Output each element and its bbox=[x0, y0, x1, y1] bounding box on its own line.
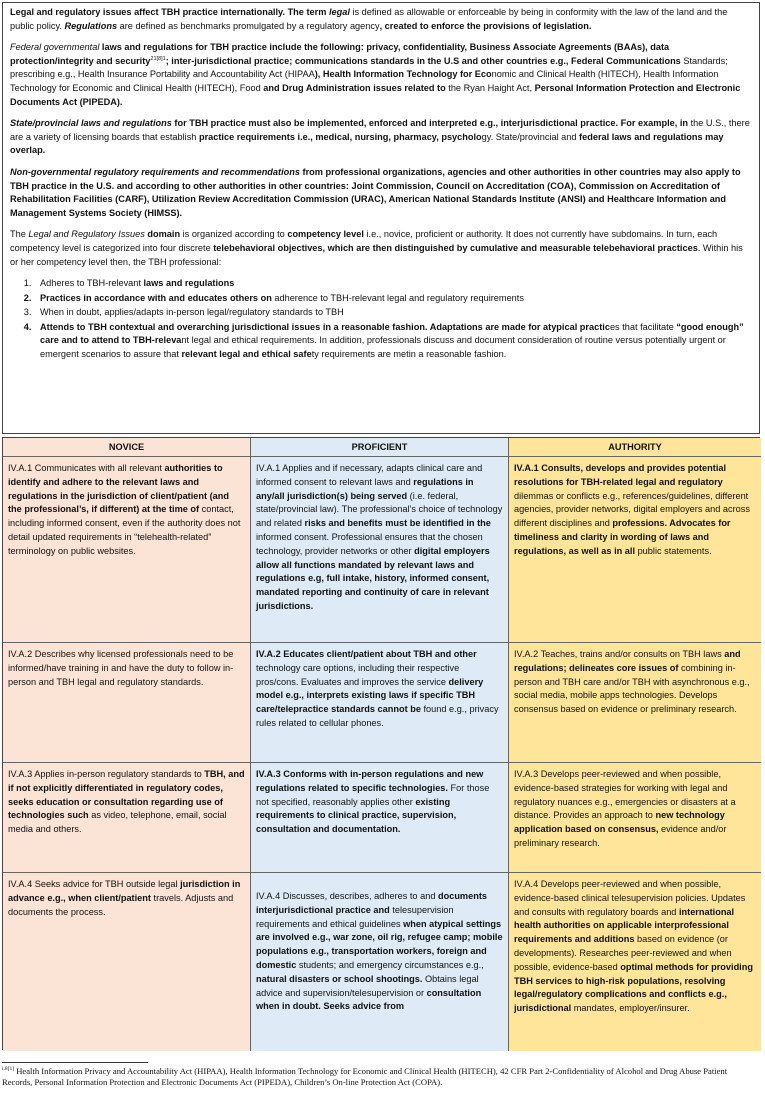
intro-paragraph-5: The Legal and Regulatory Issues domain is organized according to competency level i.e., novice, proficient or authority. It does not currently have subdomains. In turn, each competency level is categorized into four discrete telebehavioral objectives, which are then distinguished by cumulative and measurable telebehavioral practices. Within his or her competency level then, the TBH professional: bbox=[10, 229, 743, 267]
header-authority: AUTHORITY bbox=[509, 438, 761, 457]
intro-paragraph-3: State/provincial laws and regulations for TBH practice must also be implemented, enforced and interpreted e.g., interjurisdictional practice. For example, in the U.S., there are a variety of licensing boards that establish practice requirements i.e., medical, nursing, pharmacy, psychology. State/provincial and federal laws and regulations may overlap. bbox=[10, 118, 750, 156]
list-item: 2. Practices in accordance with and educates others on adherence to TBH-relevant legal and regulatory requirements bbox=[34, 292, 753, 306]
cell-proficient-4: IV.A.4 Discusses, describes, adheres to and documents interjurisdictional practice and telesupervision requirements and ethical guidelines when atypical settings are involved e.g., war zone, oil rig, refugee camp; mobile populations e.g., transportation workers, foreign and domestic students; and emergency circumstances e.g., natural disasters or school shootings. Obtains legal advice and supervision/telesupervision or consultation when in doubt. Seeks advice from bbox=[251, 873, 509, 1051]
cell-novice-4: IV.A.4 Seeks advice for TBH outside legal jurisdiction in advance e.g., when client/patient travels. Adjusts and documents the process. bbox=[3, 873, 251, 1051]
list-item: 1. Adheres to TBH-relevant laws and regulations bbox=[34, 277, 753, 291]
header-proficient: PROFICIENT bbox=[251, 438, 509, 457]
list-item: 4. Attends to TBH contextual and overarching jurisdictional issues in a reasonable fashion. Adaptations are made for atypical practices that facilitate “good enough” care and to attend to TBH-relevant legal and ethical requirements. In addition, professionals discuss and document consideration of routine versus potentially urgent or emergent scenarios to assure that relevant legal and ethical safety requirements are metin a reasonable fashion. bbox=[34, 321, 753, 362]
footnote: $^{i.8[1]}$ Health Information Privacy and Accountability Act (HIPAA), Health Information Technology for Economic and Clinical Health (HITECH), 42 CFR Part 2-Confidentiality of Alcohol and Drug Abuse Patient Records, Personal Information Protection and Electronic Documents Act (PIPEDA), Children’s On-line Protection Act (COPA). bbox=[2, 1066, 728, 1087]
intro-paragraph-1: Legal and regulatory issues affect TBH practice internationally. The term legal is defined as allowable or enforceable by being in conformity with the law of the land and the public policy. Regulations are defined as benchmarks promulgated by a regulatory agency, created to enforce the provisions of legislation. bbox=[10, 7, 728, 31]
cell-proficient-1: IV.A.1 Applies and if necessary, adapts clinical care and informed consent to relevant laws and regulations in any/all jurisdiction(s) being served (i.e. federal, state/provincial law). The professional’s choice of technology and related risks and benefits must be identified in the informed consent. Professional ensures that the chosen technology, provider networks or other digital employers allow all functions mandated by relevant laws and regulations e.g, full intake, history, informed consent, mandated reporting and continuity of care in relevant jurisdictions. bbox=[251, 457, 509, 643]
cell-novice-2: IV.A.2 Describes why licensed professionals need to be informed/have training in and have the duty to follow in-person and TBH legal and regulatory standards. bbox=[3, 643, 251, 763]
intro-paragraph-2: Federal governmental laws and regulations for TBH practice include the following: privacy, confidentiality, Business Associate Agreements (BAAs), data protection/integrity and security$^{21[8]1}$; inter-jurisdictional practice; communications standards in the U.S and other countries e.g., Federal Communications Standards; prescribing e.g., Health Insurance Portability and Accountability Act (HIPAA), Health Information Technology for Economic and Clinical Health (HITECH), Health Information Technology for Economic and Clinical Health (HITECH), Food and Drug Administration issues related to the Ryan Haight Act, Personal Information Protection and Electronic Documents Act (PIPEDA). bbox=[10, 42, 741, 107]
cell-proficient-3: IV.A.3 Conforms with in-person regulations and new regulations related to specific technologies. For those not specified, reasonably applies other existing requirements to clinical practice, supervision, consultation and documentation. bbox=[251, 763, 509, 873]
cell-authority-2: IV.A.2 Teaches, trains and/or consults on TBH laws and regulations; delineates core issues of combining in-person and TBH care and/or TBH with asynchronous e.g., social media, mobile apps technologies. Develops consensus based on evidence or preliminary research. bbox=[509, 643, 761, 763]
competency-table bbox=[2, 437, 760, 1050]
cell-novice-3: IV.A.3 Applies in-person regulatory standards to TBH, and if not explicitly differentiated in regulatory codes, seeks education or consultation regarding use of technologies such as video, telephone, email, social media and others. bbox=[3, 763, 251, 873]
footnote-marker: i.8[1] bbox=[2, 1066, 15, 1073]
footnote-reference[interactable]: 21[8]1 bbox=[150, 55, 166, 62]
cell-authority-1: IV.A.1 Consults, develops and provides potential resolutions for TBH-related legal and regulatory dilemmas or conflicts e.g., references/guidelines, different agencies, provider networks, digital employers and across different disciplines and professions. Advocates for timeliness and clarity in wording of laws and regulations, as well as in all public statements. bbox=[509, 457, 761, 643]
objectives-list bbox=[10, 277, 753, 362]
header-novice: NOVICE bbox=[3, 438, 251, 457]
cell-authority-4: IV.A.4 Develops peer-reviewed and when possible, evidence-based clinical telesupervision policies. Updates and consults with regulatory boards and international health authorities on applicable interprofessional requirements and additions based on evidence (or developments). Researches peer-reviewed and when possible, evidence-based optimal methods for providing TBH services to high-risk populations, resolving legal/regulatory complications and conflicts e.g., jurisdictional mandates, employer/insurer. bbox=[509, 873, 761, 1051]
cell-novice-1: IV.A.1 Communicates with all relevant authorities to identify and adhere to the relevant laws and regulations in the jurisdiction of client/patient (and the professional’s, if different) at the time of contact, including informed consent, even if the authority does not detail updated requirements in “telehealth-related” terminology on public websites. bbox=[3, 457, 251, 643]
domain-intro bbox=[2, 2, 760, 434]
list-item: 3. When in doubt, applies/adapts in-person legal/regulatory standards to TBH bbox=[34, 306, 753, 320]
intro-paragraph-4: Non-governmental regulatory requirements and recommendations from professional organizations, agencies and other authorities in other countries may also apply to TBH practice in the U.S. and according to other authorities in other countries: Joint Commission, Council on Accreditation (COA), Commission on Accreditation of Rehabilitation Facilities (CARF), Utilization Review Accreditation Commission (URAC), American National Standards Institute (ANSI) and Healthcare Information and Management Systems Society (HIMSS). bbox=[10, 166, 741, 218]
cell-proficient-2: IV.A.2 Educates client/patient about TBH and other technology care options, including their respective pros/cons. Evaluates and improves the service delivery model e.g., interprets existing laws if specific TBH care/telepractice standards cannot be found e.g., privacy rules related to cellular phones. bbox=[251, 643, 509, 763]
cell-authority-3: IV.A.3 Develops peer-reviewed and when possible, evidence-based strategies for working with legal and regulatory nuances e.g., emergencies or disasters at a distance. Provides an approach to new technology application based on consensus, evidence and/or preliminary research. bbox=[509, 763, 761, 873]
footnote-divider bbox=[2, 1062, 148, 1063]
